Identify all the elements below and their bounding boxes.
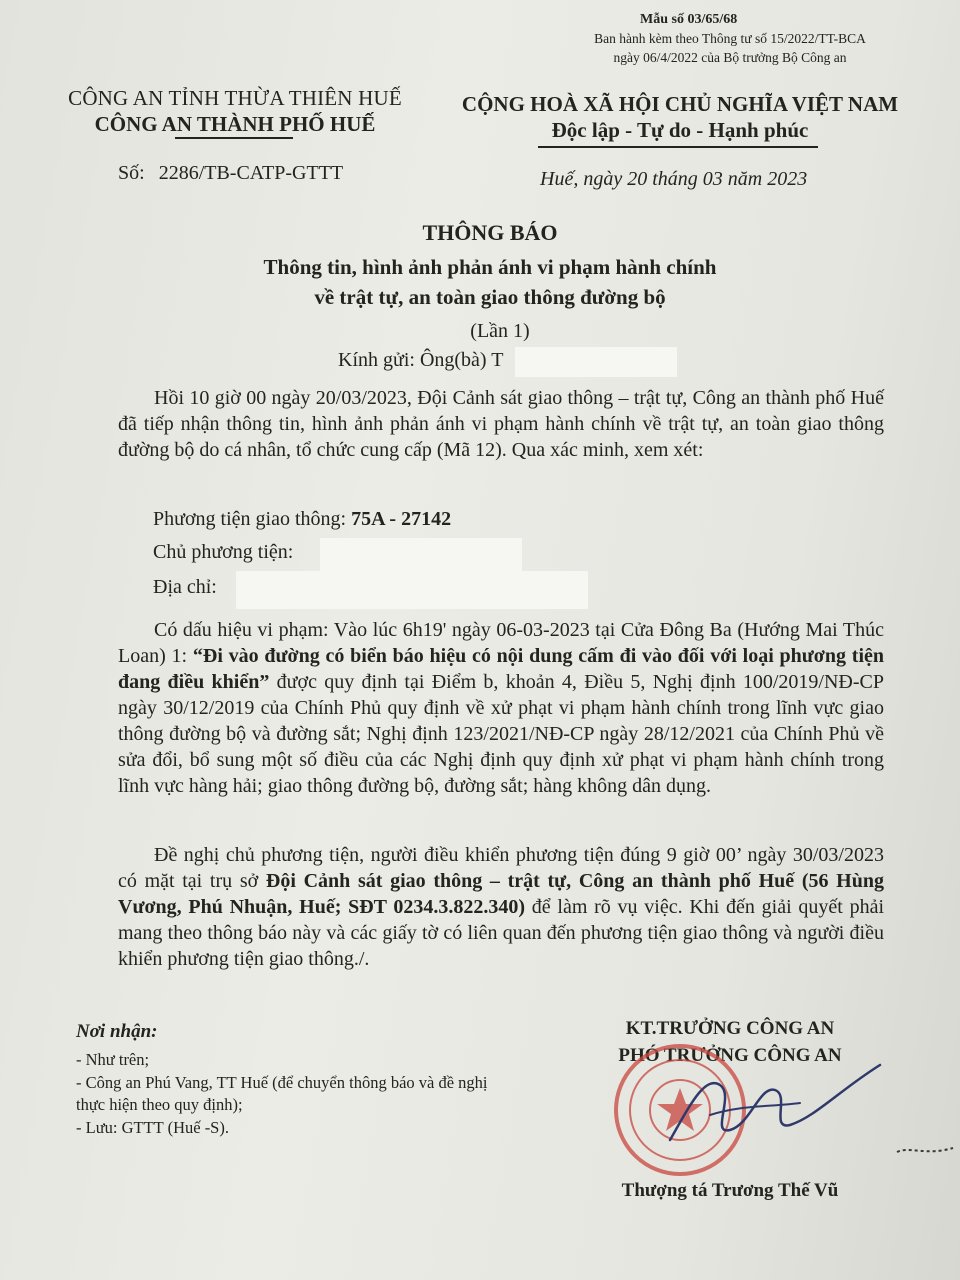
org-underline — [175, 137, 293, 139]
redacted-owner — [320, 538, 522, 572]
form-issued-date: ngày 06/4/2022 của Bộ trưởng Bộ Công an — [613, 50, 847, 65]
receivers-heading: Nơi nhận: — [76, 1021, 158, 1042]
owner-field — [153, 541, 293, 564]
vehicle-label: Phương tiện giao thông: — [153, 508, 352, 530]
recipient-line: Kính gửi: Ông(bà) T — [338, 349, 504, 371]
request-paragraph — [118, 842, 884, 972]
receiver-item: - Công an Phú Vang, TT Huế (để chuyển thông báo và đề nghị thực hiện theo quy định); — [76, 1073, 488, 1114]
request-post: để làm rõ vụ việc. Khi đến giải quyết phải mang theo thông báo này và các giấy tờ có liên quan đến phương tiện giao thông và người điều khiển phương tiện giao thông./. — [118, 896, 885, 970]
receiver-item: - Lưu: GTTT (Huế -S). — [76, 1118, 229, 1137]
signature-title-2: PHÓ TRƯỞNG CÔNG AN — [618, 1045, 842, 1066]
request-pre: Đề nghị chủ phương tiện, người điều khiển phương tiện đúng 9 giờ 00’ ngày 30/03/2023 có mặt tại trụ sở — [118, 844, 884, 892]
receiver-item: - Như trên; — [76, 1050, 150, 1069]
vehicle-field — [153, 508, 451, 531]
form-issued-with: Ban hành kèm theo Thông tư số 15/2022/TT-BCA — [594, 31, 866, 46]
vehicle-plate: 75A - 27142 — [351, 508, 452, 530]
violation-paragraph — [118, 617, 884, 799]
violation-pre: Có dấu hiệu vi phạm: Vào lúc 6h19' ngày 06-03-2023 tại Cửa Đông Ba (Hướng Mai Thúc Loan) 1: — [118, 619, 884, 667]
notice-times: (Lần 1) — [470, 320, 530, 342]
violation-description: “Đi vào đường có biển báo hiệu có nội dung cấm đi vào đối với loại phương tiện đang điều khiển” — [118, 645, 884, 693]
motto-underline — [538, 146, 818, 148]
intro-paragraph — [118, 385, 884, 463]
request-location: Đội Cảnh sát giao thông – trật tự, Công an thành phố Huế (56 Hùng Vương, Phú Nhuận, Huế; SĐT 0234.3.822.340) — [118, 870, 884, 918]
redacted-recipient — [515, 347, 677, 377]
nation-motto: Độc lập - Tự do - Hạnh phúc — [551, 118, 809, 142]
document-title: THÔNG BÁO — [422, 220, 558, 245]
redacted-address — [236, 571, 588, 609]
document-number — [118, 162, 343, 185]
address-field — [153, 576, 217, 599]
document-number-value: 2286/TB-CATP-GTTT — [158, 162, 344, 184]
place-date: Huế, ngày 20 tháng 03 năm 2023 — [540, 168, 808, 190]
org-parent: CÔNG AN TỈNH THỪA THIÊN HUẾ — [68, 86, 402, 110]
violation-legal-basis: được quy định tại Điểm b, khoản 4, Điều 5, Nghị định 100/2019/NĐ-CP ngày 30/12/2019 của Chính Phủ quy định về xử phạt vi phạm hành chính trong lĩnh vực giao thông đường bộ và đường sắt; Nghị định 123/2021/NĐ-CP ngày 28/12/2021 của Chính Phủ về sửa đổi, bổ sung một số điều của các Nghị định quy định xử phạt vi phạm hành chính trong lĩnh vực hàng hải; giao thông đường bộ, đường sắt; hàng không dân dụng. — [118, 671, 884, 797]
handwritten-signature-icon — [650, 1045, 890, 1155]
intro-text: Hồi 10 giờ 00 ngày 20/03/2023, Đội Cảnh sát giao thông – trật tự, Công an thành phố Huế đã tiếp nhận thông tin, hình ảnh phản ánh vi phạm hành chính về trật tự, an toàn giao thông đường bộ do cá nhân, tổ chức cung cấp (Mã 12). Qua xác minh, xem xét: — [118, 387, 884, 461]
owner-label: Chủ phương tiện: — [153, 541, 294, 563]
signature-title-1: KT.TRƯỞNG CÔNG AN — [625, 1018, 835, 1039]
document-subtitle-1: Thông tin, hình ảnh phản ánh vi phạm hành chính — [263, 255, 717, 279]
form-number: Mẫu số 03/65/68 — [640, 12, 738, 27]
document-subtitle-2: về trật tự, an toàn giao thông đường bộ — [314, 285, 666, 309]
address-label: Địa chỉ: — [153, 576, 217, 598]
signer-name: Thượng tá Trương Thế Vũ — [621, 1180, 839, 1201]
nation-title: CỘNG HOÀ XÃ HỘI CHỦ NGHĨA VIỆT NAM — [461, 92, 899, 116]
pen-mark-icon — [895, 1140, 955, 1160]
document-number-label: Số: — [118, 162, 145, 184]
org-name: CÔNG AN THÀNH PHỐ HUẾ — [94, 112, 376, 136]
